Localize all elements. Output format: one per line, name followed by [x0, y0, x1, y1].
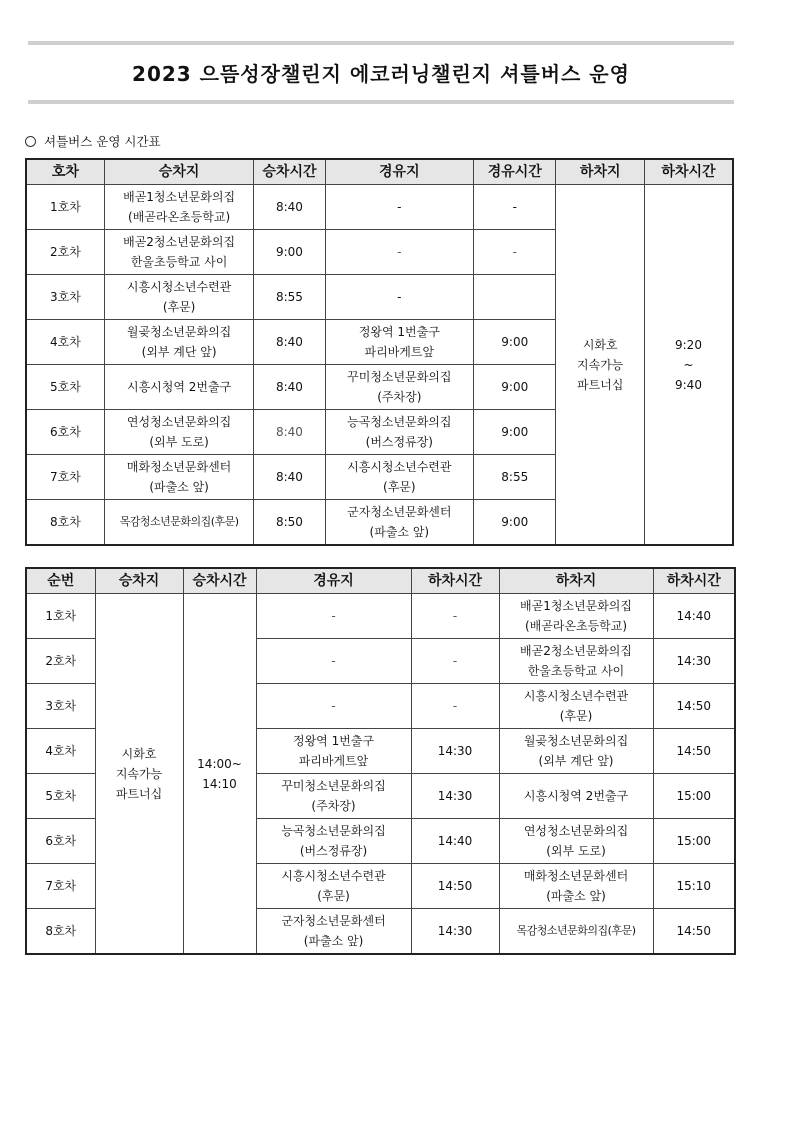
boarding-time: 8:55: [254, 275, 325, 320]
boarding-place: 연성청소년문화의집 (외부 도로): [104, 410, 254, 455]
via-time: [474, 275, 556, 320]
boarding-time: 8:40: [254, 185, 325, 230]
bus-number: 1호차: [26, 185, 104, 230]
page-title: 2023 으뜸성장챌린지 에코러닝챌린지 셔틀버스 운영: [132, 62, 630, 86]
boarding-place: 시흥시청역 2번출구: [104, 365, 254, 410]
bus-number: 5호차: [26, 774, 95, 819]
via-time: 9:00: [474, 410, 556, 455]
via-stop: 꾸미청소년문화의집 (주차장): [325, 365, 474, 410]
via-time: -: [411, 639, 499, 684]
via-stop: 능곡청소년문화의집 (버스정류장): [256, 819, 411, 864]
boarding-place: 배곧2청소년문화의집 한울초등학교 사이: [104, 230, 254, 275]
section-heading: [25, 133, 161, 151]
bus-number: 3호차: [26, 275, 104, 320]
dropoff-place: 배곧2청소년문화의집 한울초등학교 사이: [499, 639, 653, 684]
column-header: 경유시간: [474, 159, 556, 185]
column-header: 하차시간: [653, 568, 735, 594]
boarding-time: 14:00~ 14:10: [183, 594, 256, 955]
bus-number: 2호차: [26, 230, 104, 275]
column-header: 호차: [26, 159, 104, 185]
bus-number: 3호차: [26, 684, 95, 729]
dropoff-time: 9:20 ~ 9:40: [644, 185, 733, 546]
via-stop: 군자청소년문화센터 (파출소 앞): [325, 500, 474, 546]
bus-number: 1호차: [26, 594, 95, 639]
bus-number: 7호차: [26, 455, 104, 500]
boarding-place: 월곶청소년문화의집 (외부 계단 앞): [104, 320, 254, 365]
via-time: 9:00: [474, 320, 556, 365]
bus-number: 5호차: [26, 365, 104, 410]
via-stop: 정왕역 1번출구 파리바게트앞: [325, 320, 474, 365]
dropoff-time: 15:00: [653, 819, 735, 864]
boarding-place: 목감청소년문화의집(후문): [104, 500, 254, 546]
dropoff-time: 14:30: [653, 639, 735, 684]
via-time: 8:55: [474, 455, 556, 500]
via-stop: -: [325, 185, 474, 230]
via-time: 14:30: [411, 729, 499, 774]
column-header: 순번: [26, 568, 95, 594]
dropoff-place: 매화청소년문화센터 (파출소 앞): [499, 864, 653, 909]
dropoff-place: 월곶청소년문화의집 (외부 계단 앞): [499, 729, 653, 774]
bus-number: 6호차: [26, 819, 95, 864]
bus-number: 8호차: [26, 500, 104, 546]
via-stop: 꾸미청소년문화의집 (주차장): [256, 774, 411, 819]
afternoon-schedule-table: [25, 567, 736, 955]
boarding-time: 8:50: [254, 500, 325, 546]
boarding-place: 배곧1청소년문화의집 (배곧라온초등학교): [104, 185, 254, 230]
boarding-place: 시흥시청소년수련관 (후문): [104, 275, 254, 320]
via-time: -: [411, 594, 499, 639]
boarding-place: 시화호 지속가능 파트너십: [95, 594, 183, 955]
via-stop: -: [325, 230, 474, 275]
dropoff-place: 목감청소년문화의집(후문): [499, 909, 653, 955]
boarding-time: 8:40: [254, 365, 325, 410]
via-stop: -: [325, 275, 474, 320]
via-time: 9:00: [474, 500, 556, 546]
via-time: 14:50: [411, 864, 499, 909]
boarding-time: 8:40: [254, 455, 325, 500]
table-row: [26, 185, 733, 230]
via-stop: 군자청소년문화센터 (파출소 앞): [256, 909, 411, 955]
dropoff-place: 연성청소년문화의집 (외부 도로): [499, 819, 653, 864]
title-rule-top: [28, 41, 734, 45]
column-header: 승차지: [104, 159, 254, 185]
via-stop: 능곡청소년문화의집 (버스정류장): [325, 410, 474, 455]
table-row: [26, 594, 735, 639]
bus-number: 8호차: [26, 909, 95, 955]
via-time: 14:40: [411, 819, 499, 864]
bus-number: 4호차: [26, 729, 95, 774]
column-header: 하차지: [499, 568, 653, 594]
column-header: 승차지: [95, 568, 183, 594]
via-time: -: [474, 230, 556, 275]
via-stop: 정왕역 1번출구 파리바게트앞: [256, 729, 411, 774]
table-header-row: [26, 159, 733, 185]
boarding-place: 매화청소년문화센터 (파출소 앞): [104, 455, 254, 500]
dropoff-place: 시흥시청소년수련관 (후문): [499, 684, 653, 729]
boarding-time: 8:40: [254, 410, 325, 455]
bus-number: 4호차: [26, 320, 104, 365]
column-header: 경유지: [256, 568, 411, 594]
morning-schedule-table: [25, 158, 734, 546]
boarding-time: 8:40: [254, 320, 325, 365]
dropoff-place: 배곧1청소년문화의집 (배곧라온초등학교): [499, 594, 653, 639]
column-header: 하차시간: [411, 568, 499, 594]
dropoff-time: 14:50: [653, 729, 735, 774]
section-label: 셔틀버스 운영 시간표: [44, 134, 161, 149]
dropoff-time: 14:50: [653, 684, 735, 729]
via-stop: -: [256, 639, 411, 684]
via-time: 14:30: [411, 909, 499, 955]
circle-bullet-icon: [25, 136, 36, 147]
via-stop: 시흥시청소년수련관 (후문): [256, 864, 411, 909]
column-header: 승차시간: [183, 568, 256, 594]
column-header: 승차시간: [254, 159, 325, 185]
via-stop: -: [256, 684, 411, 729]
dropoff-time: 14:50: [653, 909, 735, 955]
dropoff-time: 14:40: [653, 594, 735, 639]
column-header: 하차지: [556, 159, 645, 185]
via-stop: -: [256, 594, 411, 639]
table-header-row: [26, 568, 735, 594]
column-header: 경유지: [325, 159, 474, 185]
dropoff-time: 15:00: [653, 774, 735, 819]
via-time: 14:30: [411, 774, 499, 819]
dropoff-place: 시화호 지속가능 파트너십: [556, 185, 645, 546]
via-time: 9:00: [474, 365, 556, 410]
bus-number: 6호차: [26, 410, 104, 455]
boarding-time: 9:00: [254, 230, 325, 275]
via-stop: 시흥시청소년수련관 (후문): [325, 455, 474, 500]
via-time: -: [474, 185, 556, 230]
title-rule-bottom: [28, 100, 734, 104]
bus-number: 2호차: [26, 639, 95, 684]
dropoff-place: 시흥시청역 2번출구: [499, 774, 653, 819]
dropoff-time: 15:10: [653, 864, 735, 909]
via-time: -: [411, 684, 499, 729]
column-header: 하차시간: [644, 159, 733, 185]
bus-number: 7호차: [26, 864, 95, 909]
